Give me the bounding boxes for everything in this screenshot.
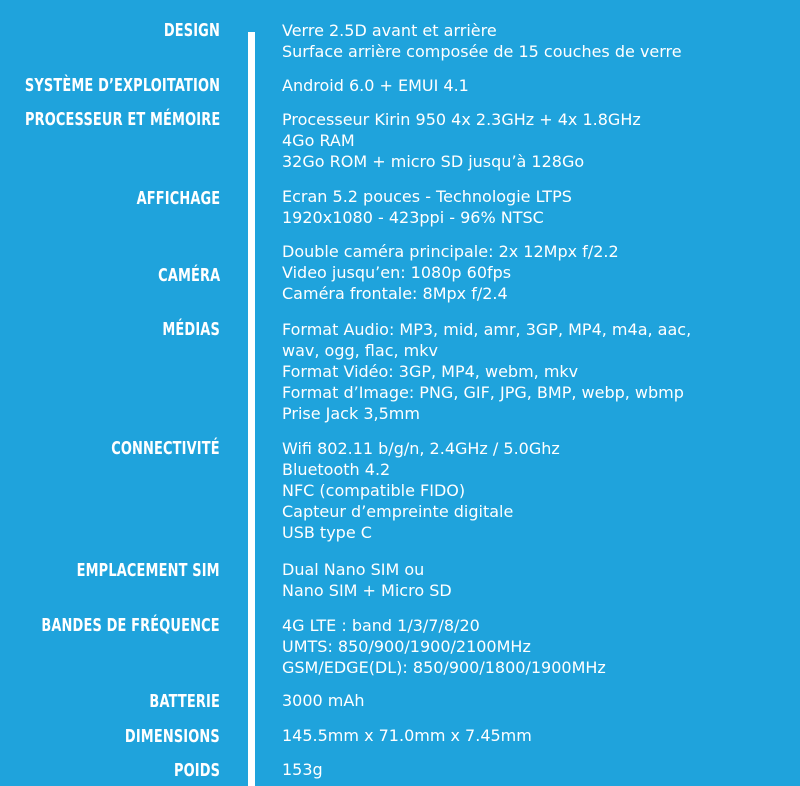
spec-line: Ecran 5.2 pouces - Technologie LTPS — [282, 187, 572, 206]
spec-label-sim: EMPLACEMENT SIM — [76, 560, 220, 581]
spec-line: Caméra frontale: 8Mpx f/2.4 — [282, 284, 508, 303]
spec-line: 145.5mm x 71.0mm x 7.45mm — [282, 726, 532, 745]
spec-line: Bluetooth 4.2 — [282, 460, 391, 479]
spec-values-sim — [282, 559, 452, 601]
spec-line: Surface arrière composée de 15 couches de verre — [282, 42, 682, 61]
spec-line: UMTS: 850/900/1900/2100MHz — [282, 637, 531, 656]
spec-line: GSM/EDGE(DL): 850/900/1800/1900MHz — [282, 658, 606, 677]
spec-line: NFC (compatible FIDO) — [282, 481, 466, 500]
spec-line: wav, ogg, flac, mkv — [282, 341, 438, 360]
spec-values-camera — [282, 241, 619, 304]
spec-label-os: SYSTÈME D’EXPLOITATION — [24, 75, 220, 96]
spec-line: 4Go RAM — [282, 131, 355, 150]
spec-values-processor — [282, 109, 641, 172]
spec-line: Processeur Kirin 950 4x 2.3GHz + 4x 1.8GHz — [282, 110, 641, 129]
spec-line: 4G LTE : band 1/3/7/8/20 — [282, 616, 480, 635]
spec-values-dimensions — [282, 725, 532, 746]
spec-line: Capteur d’empreinte digitale — [282, 502, 514, 521]
spec-values-os — [282, 75, 469, 96]
spec-line: Android 6.0 + EMUI 4.1 — [282, 76, 469, 95]
spec-line: Double caméra principale: 2x 12Mpx f/2.2 — [282, 242, 619, 261]
spec-values-connectivity — [282, 438, 560, 543]
spec-line: Format d’Image: PNG, GIF, JPG, BMP, webp, wbmp — [282, 383, 684, 402]
spec-line: Nano SIM + Micro SD — [282, 581, 452, 600]
spec-values-display — [282, 186, 572, 228]
spec-line: Video jusqu’en: 1080p 60fps — [282, 263, 512, 282]
spec-line: Verre 2.5D avant et arrière — [282, 21, 497, 40]
spec-values-design — [282, 20, 682, 62]
spec-line: USB type C — [282, 523, 372, 542]
spec-line: 32Go ROM + micro SD jusqu’à 128Go — [282, 152, 585, 171]
spec-label-processor: PROCESSEUR ET MÉMOIRE — [24, 109, 220, 130]
spec-values-media — [282, 319, 691, 424]
spec-label-camera: CAMÉRA — [157, 265, 220, 286]
spec-label-display: AFFICHAGE — [136, 188, 220, 209]
spec-label-design: DESIGN — [163, 20, 220, 41]
spec-label-bands: BANDES DE FRÉQUENCE — [41, 615, 220, 636]
spec-line: 3000 mAh — [282, 691, 365, 710]
vertical-divider — [248, 32, 255, 786]
spec-label-battery: BATTERIE — [149, 691, 220, 712]
spec-label-weight: POIDS — [173, 760, 220, 781]
spec-values-battery — [282, 690, 364, 711]
spec-values-bands — [282, 615, 606, 678]
spec-line: Format Vidéo: 3GP, MP4, webm, mkv — [282, 362, 579, 381]
spec-line: 153g — [282, 760, 323, 779]
spec-label-dimensions: DIMENSIONS — [125, 726, 220, 747]
spec-line: 1920x1080 - 423ppi - 96% NTSC — [282, 208, 544, 227]
spec-line: Format Audio: MP3, mid, amr, 3GP, MP4, m4a, aac, — [282, 320, 692, 339]
spec-line: Dual Nano SIM ou — [282, 560, 425, 579]
spec-label-connectivity: CONNECTIVITÉ — [111, 438, 220, 459]
spec-line: Wifi 802.11 b/g/n, 2.4GHz / 5.0Ghz — [282, 439, 560, 458]
spec-line: Prise Jack 3,5mm — [282, 404, 420, 423]
spec-values-weight — [282, 759, 323, 780]
spec-label-media: MÉDIAS — [162, 319, 220, 340]
